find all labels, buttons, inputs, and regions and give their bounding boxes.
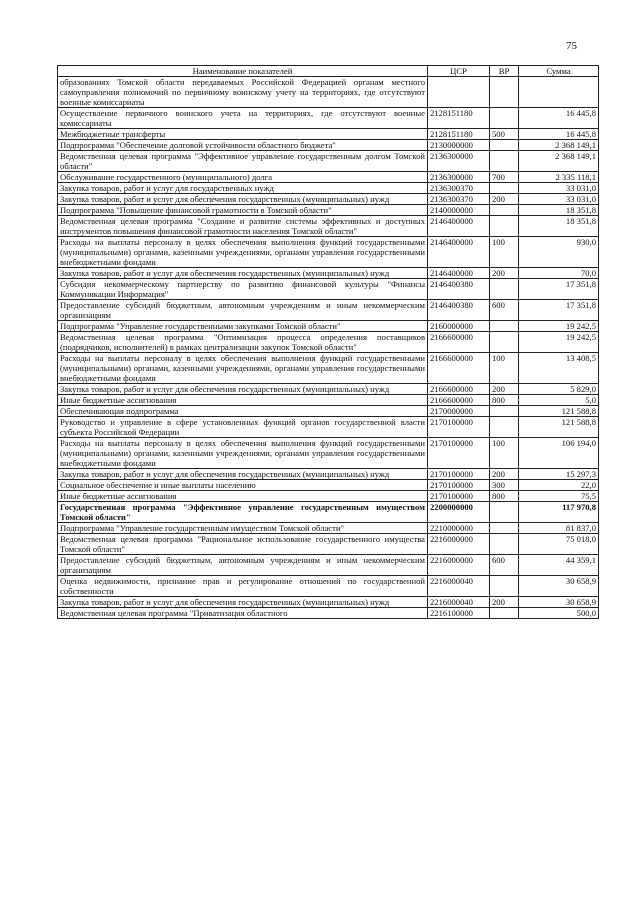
cell-csr: 2210000000 — [428, 523, 490, 534]
cell-name: образованиях Томской области передаваемых Российской Федерацией органам местного самоуправления полномочий по первичному воинскому учету на территориях, где отсутствуют военные комиссариаты — [58, 77, 428, 108]
cell-vr — [490, 183, 519, 194]
table-row — [58, 268, 599, 279]
cell-csr: 2146400000 — [428, 216, 490, 237]
cell-name: Подпрограмма "Повышение финансовой грамотности в Томской области" — [58, 205, 428, 216]
table-row — [58, 321, 599, 332]
cell-csr: 2136300000 — [428, 172, 490, 183]
table-row — [58, 534, 599, 555]
table-row — [58, 77, 599, 108]
cell-sum: 117 970,8 — [519, 502, 599, 523]
cell-sum: 121 588,8 — [519, 417, 599, 438]
cell-sum: 30 658,9 — [519, 597, 599, 608]
cell-name: Межбюджетные трансферты — [58, 129, 428, 140]
cell-name: Ведомственная целевая программа "Рациональное использование государственного имущества Томской области" — [58, 534, 428, 555]
cell-sum: 15 297,3 — [519, 469, 599, 480]
table-row — [58, 332, 599, 353]
table-row — [58, 140, 599, 151]
cell-name: Закупка товаров, работ и услуг для обеспечения государственных (муниципальных) нужд — [58, 597, 428, 608]
cell-name: Закупка товаров, работ и услуг для обеспечения государственных (муниципальных) нужд — [58, 268, 428, 279]
table-row — [58, 108, 599, 129]
cell-csr — [428, 77, 490, 108]
cell-vr: 200 — [490, 469, 519, 480]
cell-csr: 2170100000 — [428, 417, 490, 438]
cell-sum: 13 408,5 — [519, 353, 599, 384]
cell-vr — [490, 576, 519, 597]
cell-vr: 200 — [490, 268, 519, 279]
cell-name: Расходы на выплаты персоналу в целях обеспечения выполнения функций государственными (муниципальными) органами, казенными учреждениями, органами управления государственными внебюджетными фондами — [58, 353, 428, 384]
cell-vr: 100 — [490, 438, 519, 469]
cell-sum: 5,0 — [519, 395, 599, 406]
cell-csr: 2166600000 — [428, 353, 490, 384]
table-row — [58, 417, 599, 438]
cell-vr — [490, 321, 519, 332]
cell-sum: 18 351,8 — [519, 216, 599, 237]
cell-csr: 2216000000 — [428, 534, 490, 555]
cell-sum: 5 829,0 — [519, 384, 599, 395]
cell-csr: 2166600000 — [428, 332, 490, 353]
table-row — [58, 469, 599, 480]
cell-vr — [490, 77, 519, 108]
cell-sum: 19 242,5 — [519, 321, 599, 332]
cell-sum: 18 351,8 — [519, 205, 599, 216]
cell-sum: 2 335 118,1 — [519, 172, 599, 183]
table-row — [58, 597, 599, 608]
cell-name: Закупка товаров, работ и услуг для государственных нужд — [58, 183, 428, 194]
cell-name: Иные бюджетные ассигнования — [58, 395, 428, 406]
cell-vr: 200 — [490, 384, 519, 395]
cell-csr: 2146400380 — [428, 300, 490, 321]
table-row — [58, 384, 599, 395]
table-row — [58, 353, 599, 384]
cell-vr: 300 — [490, 480, 519, 491]
cell-vr — [490, 502, 519, 523]
cell-vr: 800 — [490, 491, 519, 502]
cell-csr: 2216000040 — [428, 597, 490, 608]
cell-vr — [490, 205, 519, 216]
cell-vr: 200 — [490, 597, 519, 608]
cell-csr: 2136300370 — [428, 183, 490, 194]
cell-csr: 2200000000 — [428, 502, 490, 523]
table-row — [58, 395, 599, 406]
cell-name: Социальное обеспечение и иные выплаты населению — [58, 480, 428, 491]
cell-sum: 44 359,1 — [519, 555, 599, 576]
table-row — [58, 555, 599, 576]
cell-name: Государственная программа "Эффективное управление государственным имуществом Томской области" — [58, 502, 428, 523]
table-row — [58, 491, 599, 502]
cell-csr: 2216000040 — [428, 576, 490, 597]
cell-sum: 81 837,0 — [519, 523, 599, 534]
cell-vr: 700 — [490, 172, 519, 183]
table-row — [58, 576, 599, 597]
cell-sum: 121 588,8 — [519, 406, 599, 417]
budget-table — [57, 65, 599, 619]
cell-name: Подпрограмма "Управление государственным имуществом Томской области" — [58, 523, 428, 534]
cell-sum: 70,0 — [519, 268, 599, 279]
cell-vr — [490, 140, 519, 151]
table-row — [58, 480, 599, 491]
cell-sum: 16 445,8 — [519, 129, 599, 140]
cell-vr: 200 — [490, 194, 519, 205]
cell-sum: 16 445,8 — [519, 108, 599, 129]
cell-sum: 75,5 — [519, 491, 599, 502]
table-header-row — [58, 66, 599, 77]
table-row — [58, 406, 599, 417]
cell-vr: 500 — [490, 129, 519, 140]
cell-name: Предоставление субсидий бюджетным, автономным учреждениям и иным некоммерческим организациям — [58, 555, 428, 576]
table-row — [58, 237, 599, 268]
cell-name: Ведомственная целевая программа "Создание и развитие системы эффективных и доступных инструментов повышения финансовой грамотности населения Томской области" — [58, 216, 428, 237]
cell-vr — [490, 151, 519, 172]
cell-name: Обеспечивающая подпрограмма — [58, 406, 428, 417]
cell-csr: 2170100000 — [428, 469, 490, 480]
table-row — [58, 300, 599, 321]
cell-sum: 33 031,0 — [519, 194, 599, 205]
cell-vr — [490, 216, 519, 237]
cell-name: Оценка недвижимости, признание прав и регулирование отношений по государственной собственности — [58, 576, 428, 597]
cell-name: Расходы на выплаты персоналу в целях обеспечения выполнения функций государственными (муниципальными) органами, казенными учреждениями, органами управления государственными внебюджетными фондами — [58, 237, 428, 268]
table-row — [58, 172, 599, 183]
cell-sum: 22,0 — [519, 480, 599, 491]
cell-csr: 2216000000 — [428, 555, 490, 576]
cell-csr: 2166600000 — [428, 395, 490, 406]
cell-csr: 2146400000 — [428, 268, 490, 279]
header-vr: ВР — [490, 66, 519, 77]
cell-sum: 17 351,8 — [519, 300, 599, 321]
page-number: 75 — [566, 40, 577, 52]
cell-sum: 2 368 149,1 — [519, 151, 599, 172]
cell-vr — [490, 417, 519, 438]
cell-sum: 19 242,5 — [519, 332, 599, 353]
header-sum: Сумма — [519, 66, 599, 77]
cell-name: Руководство и управление в сфере установленных функций органов государственной власти субъекта Российской Федерации — [58, 417, 428, 438]
cell-vr: 800 — [490, 395, 519, 406]
cell-vr — [490, 332, 519, 353]
cell-sum: 930,0 — [519, 237, 599, 268]
cell-name: Закупка товаров, работ и услуг для обеспечения государственных (муниципальных) нужд — [58, 194, 428, 205]
cell-csr: 2170100000 — [428, 491, 490, 502]
table-row — [58, 216, 599, 237]
table-row — [58, 129, 599, 140]
cell-name: Субсидия некоммерческому партнерству по развитию финансовой культуры "Финансы Коммуникации Информация" — [58, 279, 428, 300]
cell-name: Предоставление субсидий бюджетным, автономным учреждениям и иным некоммерческим организациям — [58, 300, 428, 321]
cell-name: Закупка товаров, работ и услуг для обеспечения государственных (муниципальных) нужд — [58, 469, 428, 480]
cell-name: Закупка товаров, работ и услуг для обеспечения государственных (муниципальных) нужд — [58, 384, 428, 395]
cell-vr: 100 — [490, 353, 519, 384]
table-row — [58, 523, 599, 534]
cell-name: Обслуживание государственного (муниципального) долга — [58, 172, 428, 183]
table-row — [58, 205, 599, 216]
cell-vr — [490, 523, 519, 534]
cell-csr: 2170100000 — [428, 438, 490, 469]
table-row — [58, 608, 599, 619]
cell-name: Расходы на выплаты персоналу в целях обеспечения выполнения функций государственными (муниципальными) органами, казенными учреждениями, органами управления государственными внебюджетными фондами — [58, 438, 428, 469]
cell-csr: 2140000000 — [428, 205, 490, 216]
cell-sum: 75 018,0 — [519, 534, 599, 555]
cell-name: Подпрограмма "Обеспечение долговой устойчивости областного бюджета" — [58, 140, 428, 151]
cell-name: Иные бюджетные ассигнования — [58, 491, 428, 502]
cell-sum: 17 351,8 — [519, 279, 599, 300]
cell-sum: 2 368 149,1 — [519, 140, 599, 151]
cell-csr: 2160000000 — [428, 321, 490, 332]
cell-name: Подпрограмма "Управление государственными закупками Томской области" — [58, 321, 428, 332]
table-row — [58, 502, 599, 523]
header-name: Наименование показателей — [58, 66, 428, 77]
table-row — [58, 151, 599, 172]
cell-csr: 2170100000 — [428, 480, 490, 491]
cell-vr — [490, 279, 519, 300]
cell-sum: 106 194,0 — [519, 438, 599, 469]
table-row — [58, 438, 599, 469]
cell-csr: 2146400380 — [428, 279, 490, 300]
cell-vr: 600 — [490, 300, 519, 321]
table-row — [58, 183, 599, 194]
cell-name: Осуществление первичного воинского учета на территориях, где отсутствуют военные комиссариаты — [58, 108, 428, 129]
cell-name: Ведомственная целевая программа "Приватизация областного — [58, 608, 428, 619]
cell-sum: 500,0 — [519, 608, 599, 619]
cell-vr: 600 — [490, 555, 519, 576]
cell-csr: 2216100000 — [428, 608, 490, 619]
header-csr: ЦСР — [428, 66, 490, 77]
cell-vr — [490, 108, 519, 129]
cell-csr: 2128151180 — [428, 108, 490, 129]
cell-csr: 2128151180 — [428, 129, 490, 140]
cell-csr: 2130000000 — [428, 140, 490, 151]
cell-vr — [490, 406, 519, 417]
cell-csr: 2136300370 — [428, 194, 490, 205]
cell-vr — [490, 608, 519, 619]
cell-name: Ведомственная целевая программа "Эффективное управление государственным долгом Томской области" — [58, 151, 428, 172]
cell-vr — [490, 534, 519, 555]
table-row — [58, 279, 599, 300]
cell-csr: 2166600000 — [428, 384, 490, 395]
table-body — [58, 77, 599, 619]
cell-vr: 100 — [490, 237, 519, 268]
table-row — [58, 194, 599, 205]
cell-sum: 30 658,9 — [519, 576, 599, 597]
cell-csr: 2136300000 — [428, 151, 490, 172]
cell-csr: 2170000000 — [428, 406, 490, 417]
cell-csr: 2146400000 — [428, 237, 490, 268]
cell-name: Ведомственная целевая программа "Оптимизация процесса определения поставщиков (подрядчиков, исполнителей) в рамках централизации закупок Томской области" — [58, 332, 428, 353]
cell-sum — [519, 77, 599, 108]
cell-sum: 33 031,0 — [519, 183, 599, 194]
